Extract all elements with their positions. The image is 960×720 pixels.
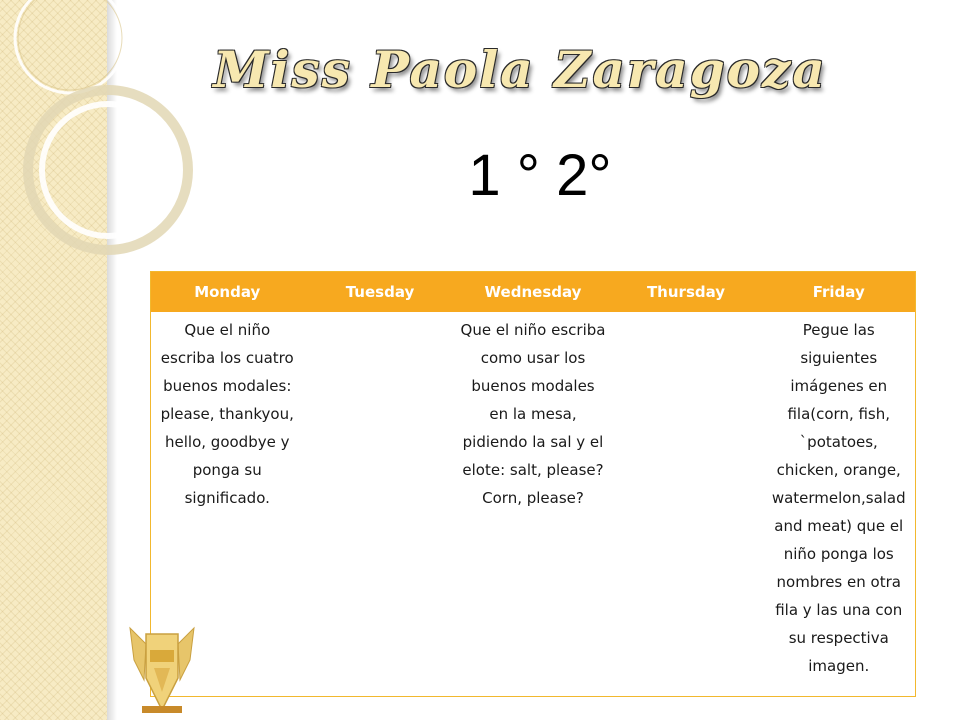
grade-label: 1 ° 2° <box>468 143 612 208</box>
header-monday: Monday <box>151 272 304 313</box>
weekly-schedule-table <box>150 271 916 697</box>
header-wednesday: Wednesday <box>457 272 610 313</box>
cell-monday: Que el niño escriba los cuatro buenos modales: please, thankyou, hello, goodbye y ponga su significado. <box>160 321 294 507</box>
header-thursday: Thursday <box>610 272 763 313</box>
header-tuesday: Tuesday <box>304 272 457 313</box>
cell-friday: Pegue las siguientes imágenes en fila(corn, fish, `potatoes, chicken, orange, watermelon,salad and meat) que el niño ponga los nombres en otra fila y las una con su respectiva imagen. <box>771 321 906 675</box>
table-header-row <box>151 272 916 313</box>
header-friday: Friday <box>763 272 916 313</box>
cell-tuesday <box>304 312 457 697</box>
cell-wednesday: Que el niño escriba como usar los buenos modales en la mesa, pidiendo la sal y el elote: salt, please? Corn, please? <box>460 321 606 507</box>
table-row <box>151 312 916 697</box>
winged-shield-logo-icon <box>124 620 200 720</box>
decorative-circles <box>0 0 200 260</box>
cell-thursday <box>610 312 763 697</box>
page-title: Miss Paola Zaragoza <box>213 40 827 99</box>
